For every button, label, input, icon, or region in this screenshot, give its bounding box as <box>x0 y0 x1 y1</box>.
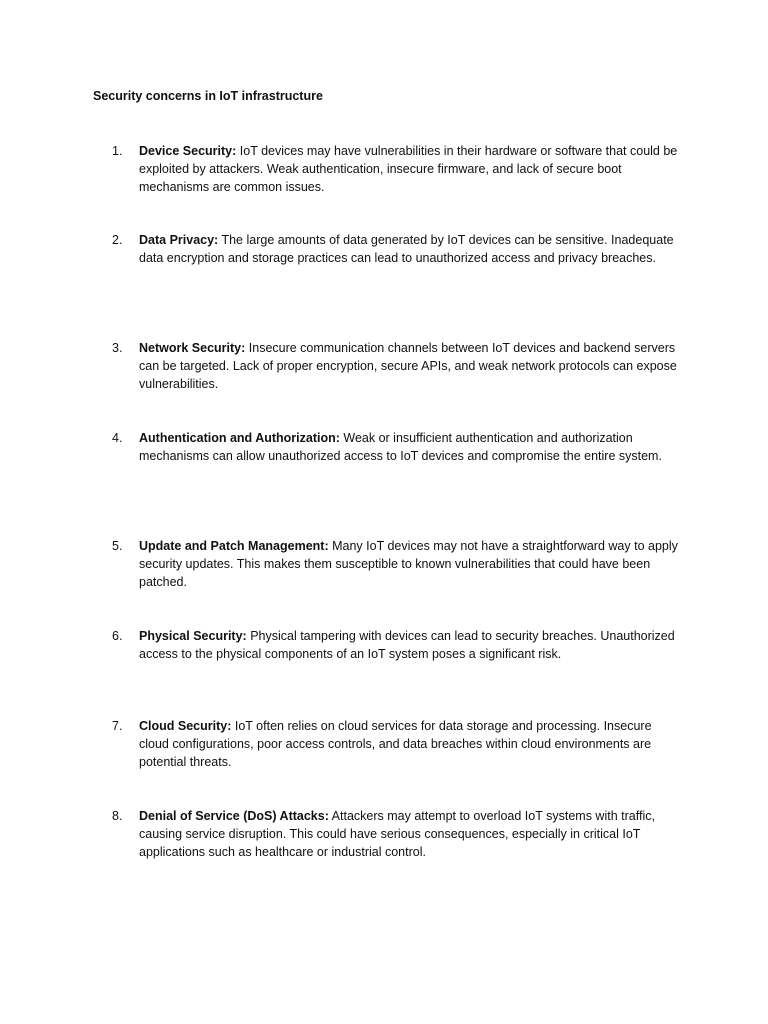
list-item-body <box>139 429 682 465</box>
list-item-text: Many IoT devices may not have a straightforward way to apply security updates. This makes them susceptible to known vulnerabilities that could have been patched. <box>139 539 678 589</box>
list-item-heading: Denial of Service (DoS) Attacks: <box>139 809 329 823</box>
list-item <box>112 627 682 663</box>
list-item <box>112 142 682 196</box>
list-item-number: 3. <box>112 341 123 355</box>
list-item-body <box>139 142 682 196</box>
list-item-heading: Network Security: <box>139 341 246 355</box>
list-item-text: Physical tampering with devices can lead to security breaches. Unauthorized access to the physical components of an IoT system poses a significant risk. <box>139 629 675 661</box>
list-item <box>112 339 682 393</box>
list-item-text: Weak or insufficient authentication and authorization mechanisms can allow unauthorized access to IoT devices and compromise the entire system. <box>139 431 662 463</box>
list-item-number: 6. <box>112 629 123 643</box>
list-item-body <box>139 627 682 663</box>
list-item <box>112 807 682 861</box>
list-item-text: Attackers may attempt to overload IoT systems with traffic, causing service disruption. This could have serious consequences, especially in critical IoT applications such as healthcare or industrial control. <box>139 809 655 859</box>
list-item-heading: Device Security: <box>139 144 237 158</box>
list-item-number: 8. <box>112 809 123 823</box>
list-item-body <box>139 807 682 861</box>
list-item-number: 7. <box>112 719 123 733</box>
list-item <box>112 537 682 591</box>
list-item-heading: Update and Patch Management: <box>139 539 329 553</box>
list-item-heading: Authentication and Authorization: <box>139 431 340 445</box>
list-item-text: IoT devices may have vulnerabilities in their hardware or software that could be exploited by attackers. Weak authentication, insecure firmware, and lack of secure boot mechanisms are common issues. <box>139 144 678 194</box>
list-item-body <box>139 231 682 267</box>
list-item-body <box>139 339 682 393</box>
list-item-heading: Data Privacy: <box>139 233 219 247</box>
list-item <box>112 717 682 771</box>
list-item-text: Insecure communication channels between IoT devices and backend servers can be targeted. Lack of proper encryption, secure APIs, and weak network protocols can expose vulnerabilities. <box>139 341 677 391</box>
list-item-number: 5. <box>112 539 123 553</box>
list-item-heading: Physical Security: <box>139 629 247 643</box>
list-item <box>112 231 682 267</box>
document-title: Security concerns in IoT infrastructure <box>93 89 323 103</box>
list-item-number: 1. <box>112 144 123 158</box>
list-item <box>112 429 682 465</box>
list-item-body <box>139 717 682 771</box>
list-item-text: IoT often relies on cloud services for data storage and processing. Insecure cloud configurations, poor access controls, and data breaches within cloud environments are potential threats. <box>139 719 652 769</box>
list-item-text: The large amounts of data generated by IoT devices can be sensitive. Inadequate data encryption and storage practices can lead to unauthorized access and privacy breaches. <box>139 233 674 265</box>
list-item-number: 2. <box>112 233 123 247</box>
list-item-number: 4. <box>112 431 123 445</box>
list-item-body <box>139 537 682 591</box>
list-item-heading: Cloud Security: <box>139 719 232 733</box>
